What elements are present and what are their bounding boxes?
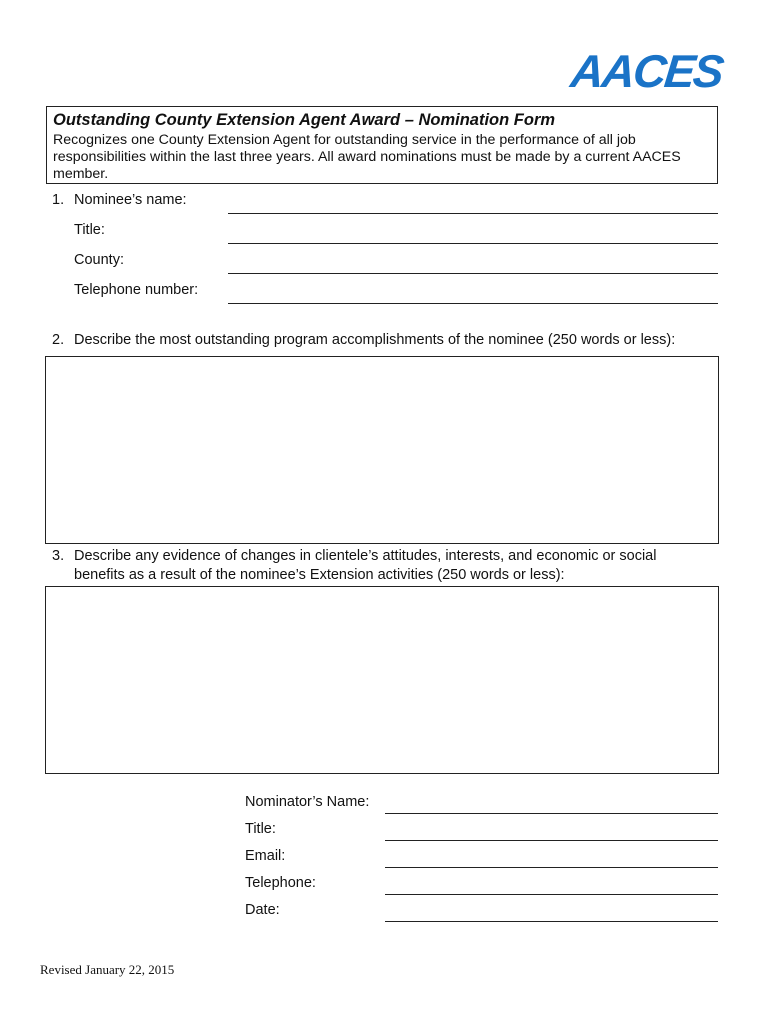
accomplishments-textarea[interactable] — [45, 356, 719, 544]
nominee-telephone-field[interactable] — [228, 303, 718, 304]
clientele-changes-textarea[interactable] — [45, 586, 719, 774]
nominator-title-label: Title: — [245, 821, 276, 837]
nominator-telephone-label: Telephone: — [245, 875, 316, 891]
section-1-number: 1. — [52, 192, 65, 208]
section-2-number: 2. — [52, 332, 65, 348]
aaces-logo: AACES — [568, 45, 725, 97]
nominator-telephone-field[interactable] — [385, 894, 718, 895]
nominator-title-field[interactable] — [385, 840, 718, 841]
nominee-county-label: County: — [74, 252, 124, 268]
nominee-title-label: Title: — [74, 222, 105, 238]
clientele-changes-prompt-line-1: Describe any evidence of changes in clientele’s attitudes, interests, and economic or social — [74, 548, 657, 564]
nominator-date-label: Date: — [245, 902, 280, 918]
nominator-date-field[interactable] — [385, 921, 718, 922]
nominee-name-label: Nominee’s name: — [74, 192, 187, 208]
nominee-county-field[interactable] — [228, 273, 718, 274]
nominee-name-field[interactable] — [228, 213, 718, 214]
form-title: Outstanding County Extension Agent Award – Nomination Form — [53, 111, 556, 129]
nominee-telephone-label: Telephone number: — [74, 282, 199, 298]
nominator-email-label: Email: — [245, 848, 286, 864]
nominator-email-field[interactable] — [385, 867, 718, 868]
clientele-changes-prompt-line-2: benefits as a result of the nominee’s Extension activities (250 words or less): — [74, 567, 565, 583]
form-header — [46, 106, 718, 184]
section-3-number: 3. — [52, 548, 65, 564]
revision-date: Revised January 22, 2015 — [40, 962, 175, 977]
nominator-name-field[interactable] — [385, 813, 718, 814]
form-description: Recognizes one County Extension Agent for outstanding service in the performance of all job responsibilities within the last three years. All award nominations must be made by a current AACES member. — [53, 132, 681, 182]
nominator-name-label: Nominator’s Name: — [245, 794, 370, 810]
accomplishments-prompt: Describe the most outstanding program accomplishments of the nominee (250 words or less): — [74, 332, 676, 348]
nominee-title-field[interactable] — [228, 243, 718, 244]
